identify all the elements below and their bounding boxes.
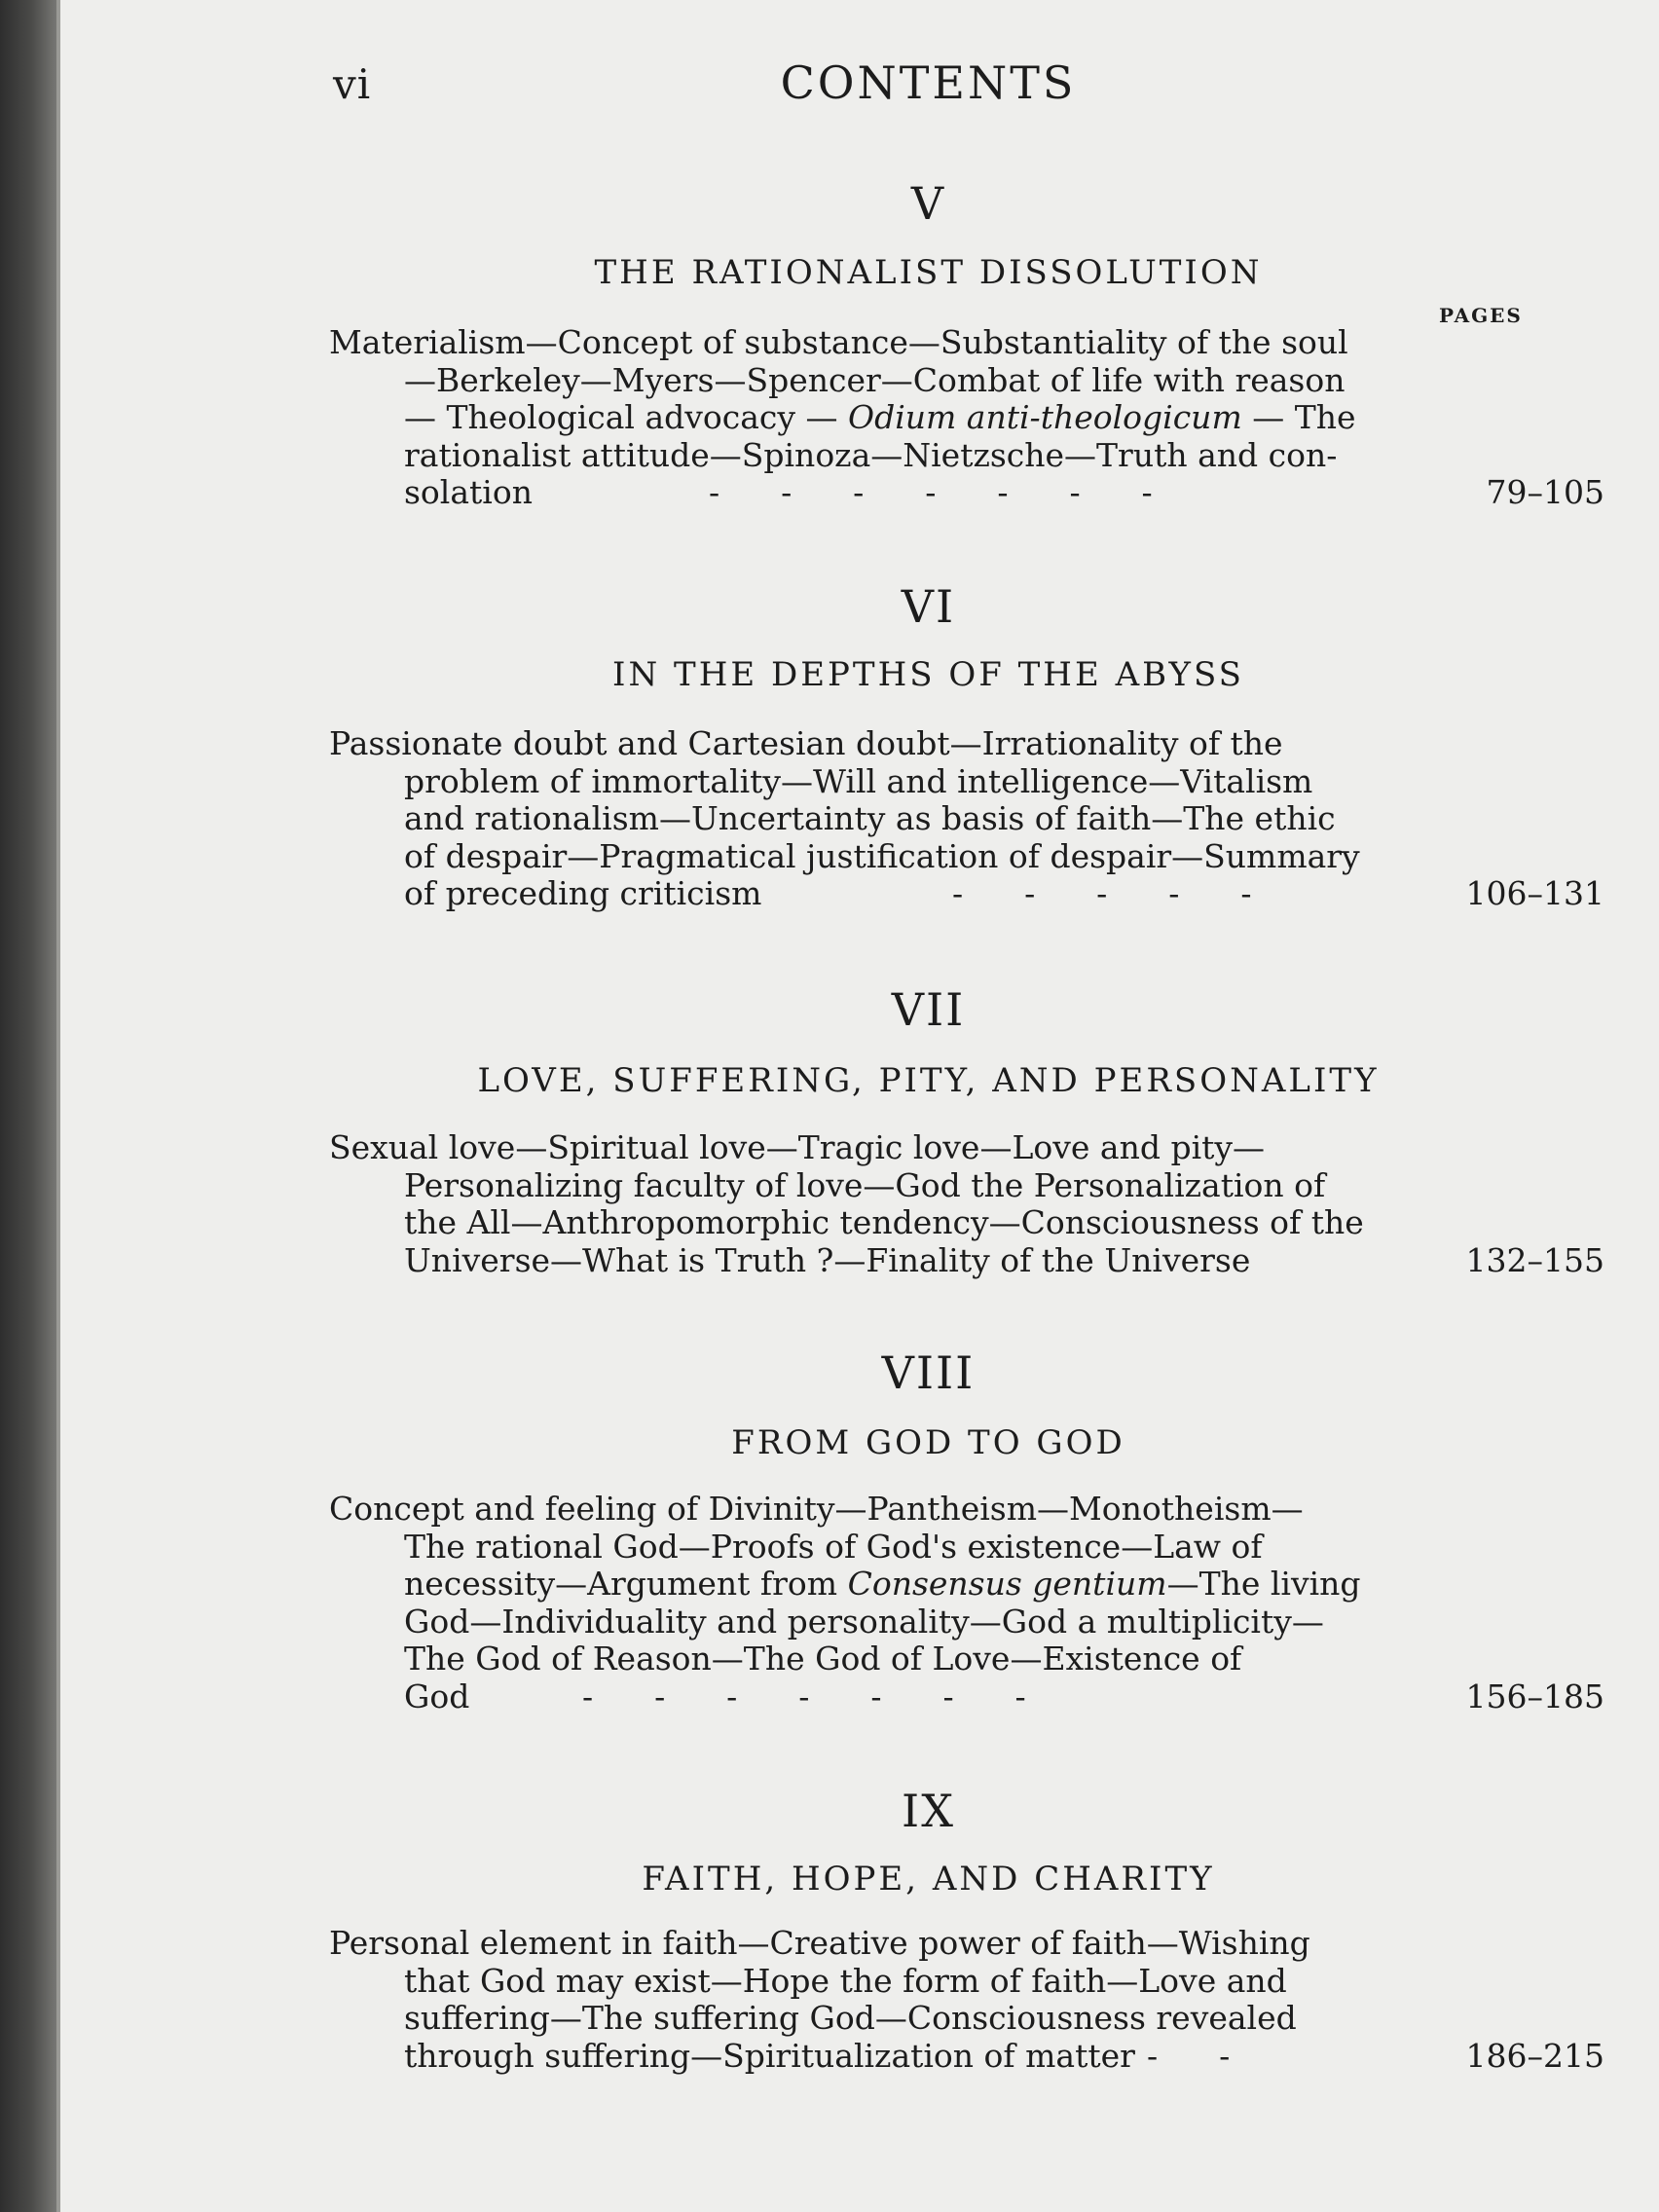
synopsis-last-line: solation - - - - - - - 79–105 [404, 473, 1604, 511]
synopsis-line: problem of immortality—Will and intelligence—Vitalism [404, 761, 1313, 800]
synopsis-line: Concept and feeling of Divinity—Pantheism—Monotheism— [329, 1490, 1304, 1528]
synopsis-line: The rational God—Proofs of God's existence—Law of [404, 1527, 1263, 1566]
dot-leaders: - - - - - - - [709, 473, 1153, 511]
synopsis-line: —Berkeley—Myers—Spencer—Combat of life with reason [404, 360, 1346, 399]
synopsis-line: Passionate doubt and Cartesian doubt—Irrationality of the [329, 724, 1283, 762]
book-page [56, 0, 1659, 2212]
chapter-title: IN THE DEPTHS OF THE ABYSS [612, 655, 1244, 694]
chapter-numeral: V [910, 177, 946, 230]
chapter-synopsis [329, 1129, 1604, 1279]
page-range: 132–155 [1465, 1240, 1604, 1279]
chapter-synopsis [329, 324, 1604, 512]
synopsis-line: that God may exist—Hope the form of faith—Love and [404, 1961, 1287, 2000]
dot-leaders: - - - - - - - [582, 1677, 1026, 1715]
synopsis-last-line: Universe—What is Truth ?—Finality of the Universe 132–155 [404, 1240, 1604, 1279]
synopsis-line: necessity—Argument from Consensus gentium—The living [404, 1565, 1361, 1603]
chapter-numeral: VI [901, 580, 956, 633]
synopsis-line: — Theological advocacy — Odium anti-theologicum — The [404, 398, 1356, 436]
chapter-title: FAITH, HOPE, AND CHARITY [642, 1860, 1215, 1899]
chapter-synopsis [329, 1925, 1604, 2075]
synopsis-last-line: through suffering—Spiritualization of matter - - 186–215 [404, 2036, 1604, 2075]
chapter-numeral: VII [891, 983, 966, 1036]
synopsis-last-line: God - - - - - - - 156–185 [404, 1677, 1604, 1715]
page-range: 186–215 [1465, 2036, 1604, 2075]
chapter-synopsis [329, 1491, 1604, 1715]
synopsis-line: of despair—Pragmatical justification of despair—Summary [404, 836, 1360, 875]
synopsis-line: The God of Reason—The God of Love—Existence of [404, 1640, 1242, 1677]
page-range: 156–185 [1465, 1677, 1604, 1715]
synopsis-line: the All—Anthropomorphic tendency—Consciousness of the [404, 1203, 1364, 1241]
synopsis-line: Personal element in faith—Creative power of faith—Wishing [329, 1924, 1310, 1962]
dot-leaders: - - - - - [952, 874, 1252, 912]
synopsis-line: Sexual love—Spiritual love—Tragic love—Love and pity— [329, 1128, 1266, 1166]
chapter-numeral: IX [902, 1785, 955, 1837]
chapter-numeral: VIII [881, 1346, 976, 1399]
dot-leaders: - - [1147, 2036, 1231, 2075]
pages-column-label: PAGES [1439, 304, 1523, 327]
synopsis-line: suffering—The suffering God—Consciousness revealed [404, 1999, 1297, 2037]
chapter-title: LOVE, SUFFERING, PITY, AND PERSONALITY [477, 1061, 1380, 1100]
synopsis-last-line: of preceding criticism - - - - - 106–131 [404, 874, 1604, 912]
synopsis-line: Personalizing faculty of love—God the Personalization of [404, 1165, 1326, 1204]
chapter-title: FROM GOD TO GOD [731, 1423, 1125, 1462]
page-number: vi [333, 60, 372, 108]
synopsis-line: rationalist attitude—Spinoza—Nietzsche—Truth and con- [404, 435, 1338, 474]
page-range: 79–105 [1486, 473, 1604, 511]
chapter-synopsis [329, 725, 1604, 913]
page-range: 106–131 [1465, 874, 1604, 912]
synopsis-line: Materialism—Concept of substance—Substantiality of the soul [329, 323, 1348, 361]
synopsis-line: God—Individuality and personality—God a multiplicity— [404, 1602, 1324, 1641]
chapter-title: THE RATIONALIST DISSOLUTION [594, 253, 1263, 292]
running-head: CONTENTS [780, 56, 1077, 109]
book-spine [0, 0, 56, 2212]
synopsis-line: and rationalism—Uncertainty as basis of faith—The ethic [404, 799, 1336, 837]
